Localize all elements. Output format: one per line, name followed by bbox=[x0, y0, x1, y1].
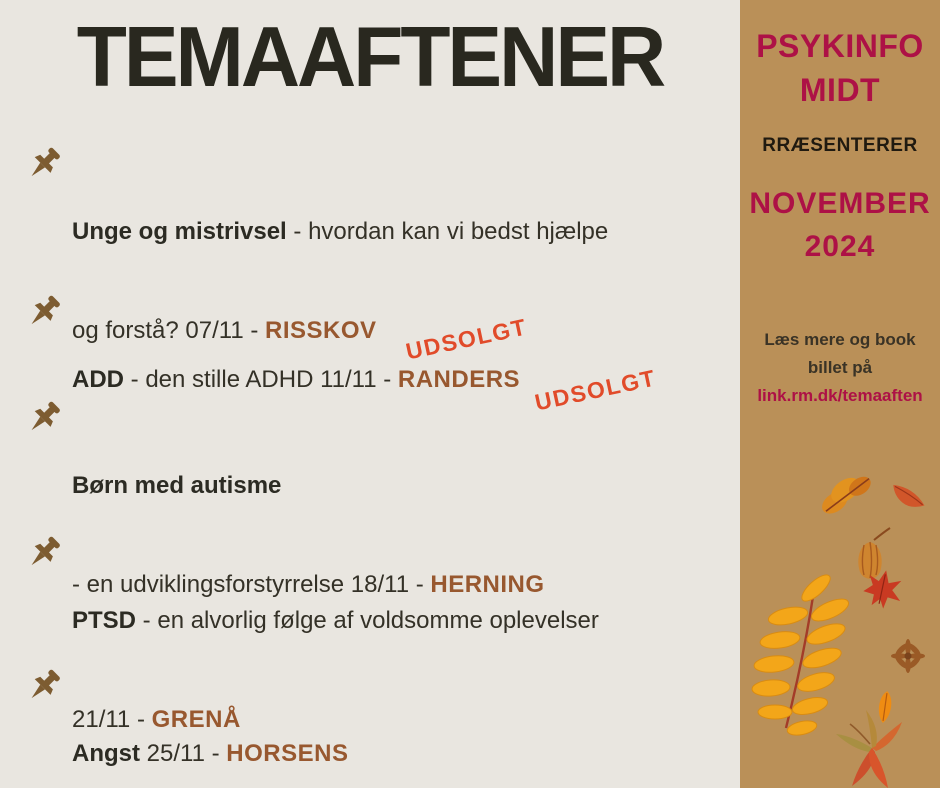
event-location: RANDERS bbox=[397, 366, 521, 393]
pushpin-icon bbox=[26, 401, 64, 439]
event-description: 25/11 - bbox=[140, 740, 227, 767]
event-title: PTSD bbox=[72, 607, 137, 634]
physalis-icon bbox=[858, 528, 890, 579]
sold-out-stamp: UDSOLGT bbox=[403, 313, 529, 365]
pushpin-icon bbox=[26, 295, 64, 333]
month-line: 2024 bbox=[804, 230, 876, 263]
event-line bbox=[72, 469, 720, 502]
pushpin-icon bbox=[26, 536, 64, 574]
red-leaf-icon bbox=[889, 484, 928, 511]
autumn-leaves-decoration bbox=[740, 430, 940, 788]
sold-out-stamp: UDSOLGT bbox=[532, 364, 659, 416]
pushpin-icon bbox=[26, 669, 64, 707]
event-location: RISSKOV bbox=[265, 317, 377, 344]
event-title: Unge og mistrivsel bbox=[72, 218, 287, 245]
event-location: HORSENS bbox=[226, 740, 349, 767]
event-title: Angst bbox=[72, 740, 140, 767]
event-description: - den stille ADHD 11/11 - bbox=[124, 366, 398, 393]
event-description: og forstå? 07/11 - bbox=[72, 317, 266, 344]
event-line bbox=[72, 363, 720, 416]
presents-label: RRÆSENTERER bbox=[762, 135, 918, 156]
event-description: - en alvorlig følge af voldsomme oplevelser bbox=[136, 607, 599, 634]
cta-text: Læs mere og book bbox=[764, 330, 916, 349]
small-orange-leaf-icon bbox=[877, 690, 893, 723]
call-to-action bbox=[740, 326, 940, 410]
sidebar bbox=[740, 0, 940, 788]
event-line bbox=[72, 215, 720, 248]
brand-line: MIDT bbox=[799, 72, 881, 108]
brand-line: PSYKINFO bbox=[756, 28, 924, 64]
event-description: - en udviklingsforstyrrelse 18/11 - bbox=[72, 571, 431, 598]
oak-leaf-icon bbox=[815, 467, 874, 518]
event-line bbox=[72, 604, 720, 637]
month-label bbox=[740, 182, 940, 268]
month-line: NOVEMBER bbox=[749, 187, 931, 220]
event-title: Børn med autisme bbox=[72, 472, 282, 499]
booking-link: link.rm.dk/temaaften bbox=[757, 386, 923, 405]
event-location: GRENÅ bbox=[151, 706, 241, 733]
event-angst bbox=[26, 671, 720, 788]
pushpin-icon bbox=[26, 147, 64, 185]
rowan-leaf-icon bbox=[751, 571, 851, 738]
brand-name bbox=[740, 24, 940, 112]
event-location: HERNING bbox=[430, 571, 545, 598]
creeper-leaf-icon bbox=[836, 710, 902, 788]
page-title: TEMAAFTENER bbox=[76, 10, 664, 105]
star-anise-icon bbox=[891, 639, 925, 673]
event-title: ADD bbox=[72, 366, 124, 393]
event-description: - hvordan kan vi bedst hjælpe bbox=[286, 218, 609, 245]
event-description: 21/11 - bbox=[72, 706, 152, 733]
cta-text: billet på bbox=[807, 358, 873, 377]
event-line bbox=[72, 737, 720, 770]
